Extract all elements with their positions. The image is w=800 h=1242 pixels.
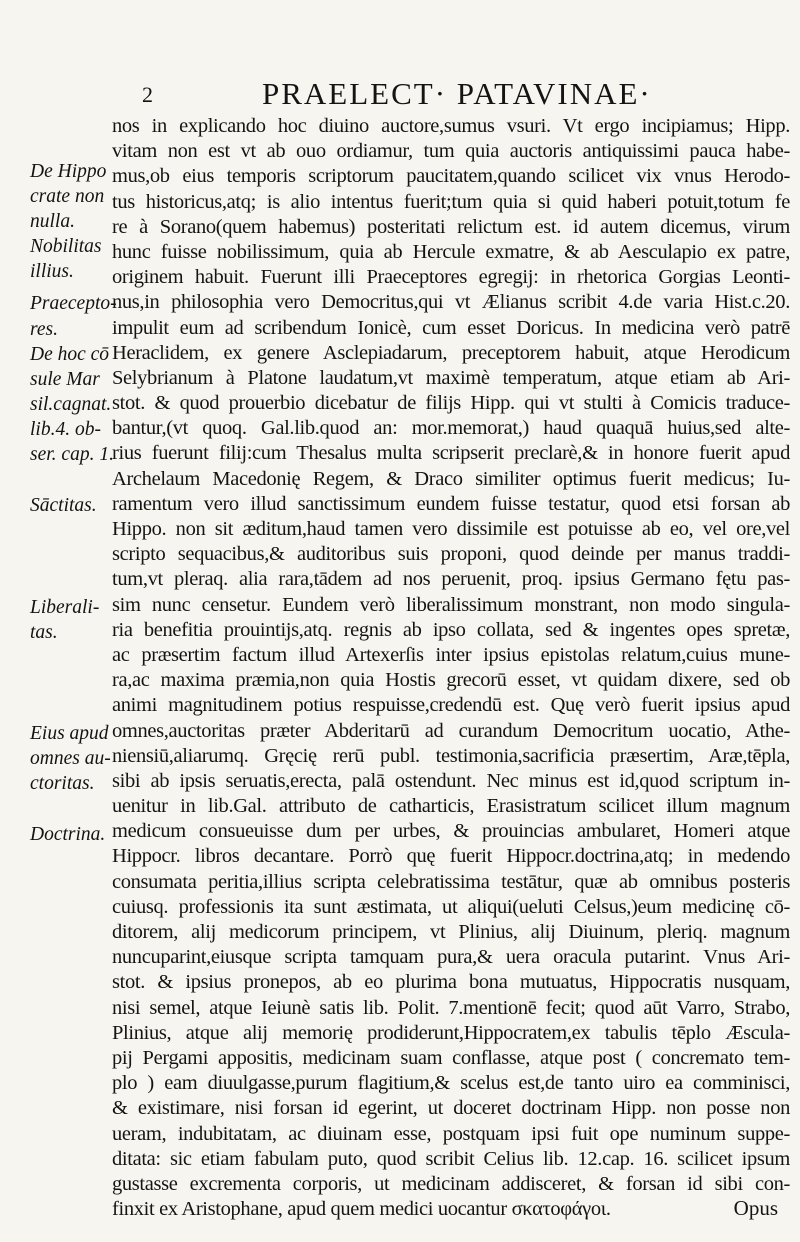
text-line: nos in explicando hoc diuino auctore,sumus vsuri. Vt ergo incipiamus; Hipp. — [112, 115, 790, 137]
margin-note: De hoc cō — [30, 344, 110, 365]
page-header — [0, 76, 800, 116]
margin-note: ctoritas. — [30, 773, 95, 794]
text-line: impulit eum ad scribendum Ionicè, cum esset Doricus. In medicina verò patrē — [112, 316, 790, 339]
text-line: Hippocr. libros decantare. Porrò quę fuerit Hippocr.doctrina,atq; in medendo — [112, 845, 790, 868]
text-line: animi magnitudinem potius respuisse,credendū est. Quę verò fuerit ipsius apud — [112, 694, 790, 717]
text-line: nisi semel, atque Ieiunè satis lib. Polit. 7.mentionē fecit; quod aūt Varro, Strabo, — [112, 996, 790, 1019]
margin-note: Liberali- — [30, 597, 100, 618]
text-line: mus,ob eius temporis scriptorum paucitatem,quando scilicet vix vnus Herodo- — [112, 165, 790, 188]
text-line: ditorem, alij medicorum principem, vt Plinius, alij Diuinum, pleriq. magnum — [112, 921, 790, 943]
margin-note: omnes au- — [30, 748, 111, 769]
margin-note: sil.cagnat. — [30, 394, 112, 415]
margin-note: sule Mar — [30, 369, 100, 390]
text-line: Plinius, atque alij memorię prodiderunt,Hippocratem,ex tabulis tēplo Æscula- — [112, 1021, 790, 1044]
margin-note: nulla. — [30, 211, 75, 232]
text-line: pij Pergami appositis, medicinam suam conflasse, atque post ( concremato tem- — [112, 1046, 790, 1069]
running-title: PRAELECT· PATAVINAE· — [262, 76, 652, 111]
text-line: uenitur in lib.Gal. attributo de catharticis, Erasistratum scilicet illum magnum — [112, 795, 790, 818]
text-line: originem habuit. Fuerunt illi Praeceptores egregij: in rhetorica Gorgias Leonti- — [112, 266, 790, 289]
margin-note: crate non — [30, 186, 105, 207]
text-line: sibi ab ipsis seruatis,erecta, palā ostendunt. Nec minus est id,quod scriptum in- — [112, 769, 790, 792]
margin-note: Doctrina. — [30, 824, 106, 845]
text-line: stot. & quod prouerbio dicebatur de filijs Hipp. qui vt stulti à Comicis traduce- — [112, 392, 790, 415]
margin-note: ser. cap. 1. — [30, 444, 114, 465]
margin-note: illius. — [30, 261, 74, 282]
text-line: nuncuparint,eiusque scripta tamquam pura,& uera oracula putarint. Vnus Ari- — [112, 946, 790, 969]
text-line: ac præsertim factum illud Artexerſis inter ipsius epistolas relatum,cuius mune- — [112, 643, 790, 666]
text-line: & existimare, nisi forsan id egerint, ut doceret doctrinam Hipp. non posse non — [112, 1097, 790, 1120]
margin-note: Sāctitas. — [30, 495, 97, 516]
margin-note: tas. — [30, 622, 58, 643]
margin-note: Nobilitas — [30, 236, 102, 257]
text-line: niensiū,aliarumq. Gręcię rerū publ. testimonia,sacrificia præsertim, Aræ,tēpla, — [112, 744, 790, 767]
text-line: plo ) eam diuulgasse,purum flagitium,& scelus est,de tanto uiro ea comminisci, — [112, 1072, 790, 1095]
text-line: Hippo. non sit æditum,haud tamen vero dissimile est potuisse ab eo, vel ore,vel — [112, 518, 790, 540]
margin-note: res. — [30, 319, 58, 340]
text-line: bantur,(vt quoq. Gal.lib.quod an: mor.memorat,) haud quaquā huius,sed alte- — [112, 417, 790, 440]
text-line: re à Sorano(quem habemus) posteritati relictum est. id autem dicemus, virum — [112, 215, 790, 238]
text-line: tus historicus,atq; is alio intentus fuerit;tum quia si quid haberi potuit,totum fe — [112, 190, 790, 213]
text-line: stot. & ipsius pronepos, ab eo plurima bona mutuatus, Hippocratis nusquam, — [112, 971, 790, 994]
text-line: hunc fuisse nobilissimum, quia ab Hercule exmatre, & ab Aesculapio ex patre, — [112, 240, 790, 263]
text-line: sim nunc censetur. Eundem verò liberalissimum monstrant, non modo singula- — [112, 593, 790, 616]
main-text — [112, 114, 790, 1222]
text-line: gustasse excrementa corporis, ut medicinam addisceret, & forsan id sibi con- — [112, 1172, 790, 1195]
text-line: Heraclidem, ex genere Asclepiadarum, preceptorem habuit, atque Herodicum — [112, 341, 790, 364]
text-line: cuiusq. professionis ita sunt æstimata, ut aliqui(ueluti Celsus,)eum medicinę cō- — [112, 895, 790, 918]
margin-note: De Hippo — [30, 161, 107, 182]
text-line: Archelaum Macedonię Regem, & Draco similiter optimus fuerit medicus; Iu- — [112, 467, 790, 490]
text-line: ditata: sic etiam fabulam puto, quod scribit Celius lib. 12.cap. 16. scilicet ipsum — [112, 1147, 790, 1170]
text-line: rius fuerunt filij:cum Thesalus multa scripserit preclarè,& in honore fuerit apud — [112, 442, 790, 465]
text-line: medicum consueuisse dum per urbes, & prouincias ambularet, Homeri atque — [112, 820, 790, 843]
catchword: Opus — [733, 1196, 778, 1220]
text-line: ra,ac maxima præmia,non quia Hostis grecorū esset, vt quidam dixere, sed ob — [112, 669, 790, 692]
margin-note: lib.4. ob- — [30, 419, 101, 440]
text-line: ueram, indubitatam, ac diuinam esse, postquam ipsi fuit ope numinum suppe- — [112, 1122, 790, 1145]
margin-note: Eius apud — [30, 723, 109, 744]
text-line: ramentum vero illud sanctissimum eundem fuisse testatur, quod etsi forsan ab — [112, 492, 790, 515]
margin-note: Praecepto- — [30, 293, 117, 314]
text-line: scripto sequacibus,& auditoribus suis proponi, quod deinde per manus traddi- — [112, 543, 790, 566]
text-line: ria benefitia prouintijs,atq. regnis ab ipso collata, sed & ingentes opes spretæ, — [112, 618, 790, 641]
text-line: tum,vt pleraq. alia rara,tādem ad nos peruenit, proq. ipsius Germano fętu pas- — [112, 568, 790, 591]
text-line: nus,in philosophia vero Democritus,qui vt Ælianus scribit 4.de varia Hist.c.20. — [112, 291, 790, 314]
text-line: omnes,auctoritas præter Abderitarū ad curandum Democritum uocatio, Athe- — [112, 719, 790, 742]
text-line: consumata peritia,illius scripta celebratissima testātur, quæ ab omnibus posteris — [112, 870, 790, 893]
text-line: finxit ex Aristophane, apud quem medici uocantur σκατοφάγοι. — [112, 1198, 611, 1221]
page-number: 2 — [142, 82, 153, 107]
text-line: vitam non est vt ab ouo ordiamur, tum quia auctoris antiquissimi pauca habe- — [112, 140, 790, 163]
text-line: Selybrianum à Platone laudatum,vt maximè temperatum, atque etiam ab Ari- — [112, 366, 790, 389]
